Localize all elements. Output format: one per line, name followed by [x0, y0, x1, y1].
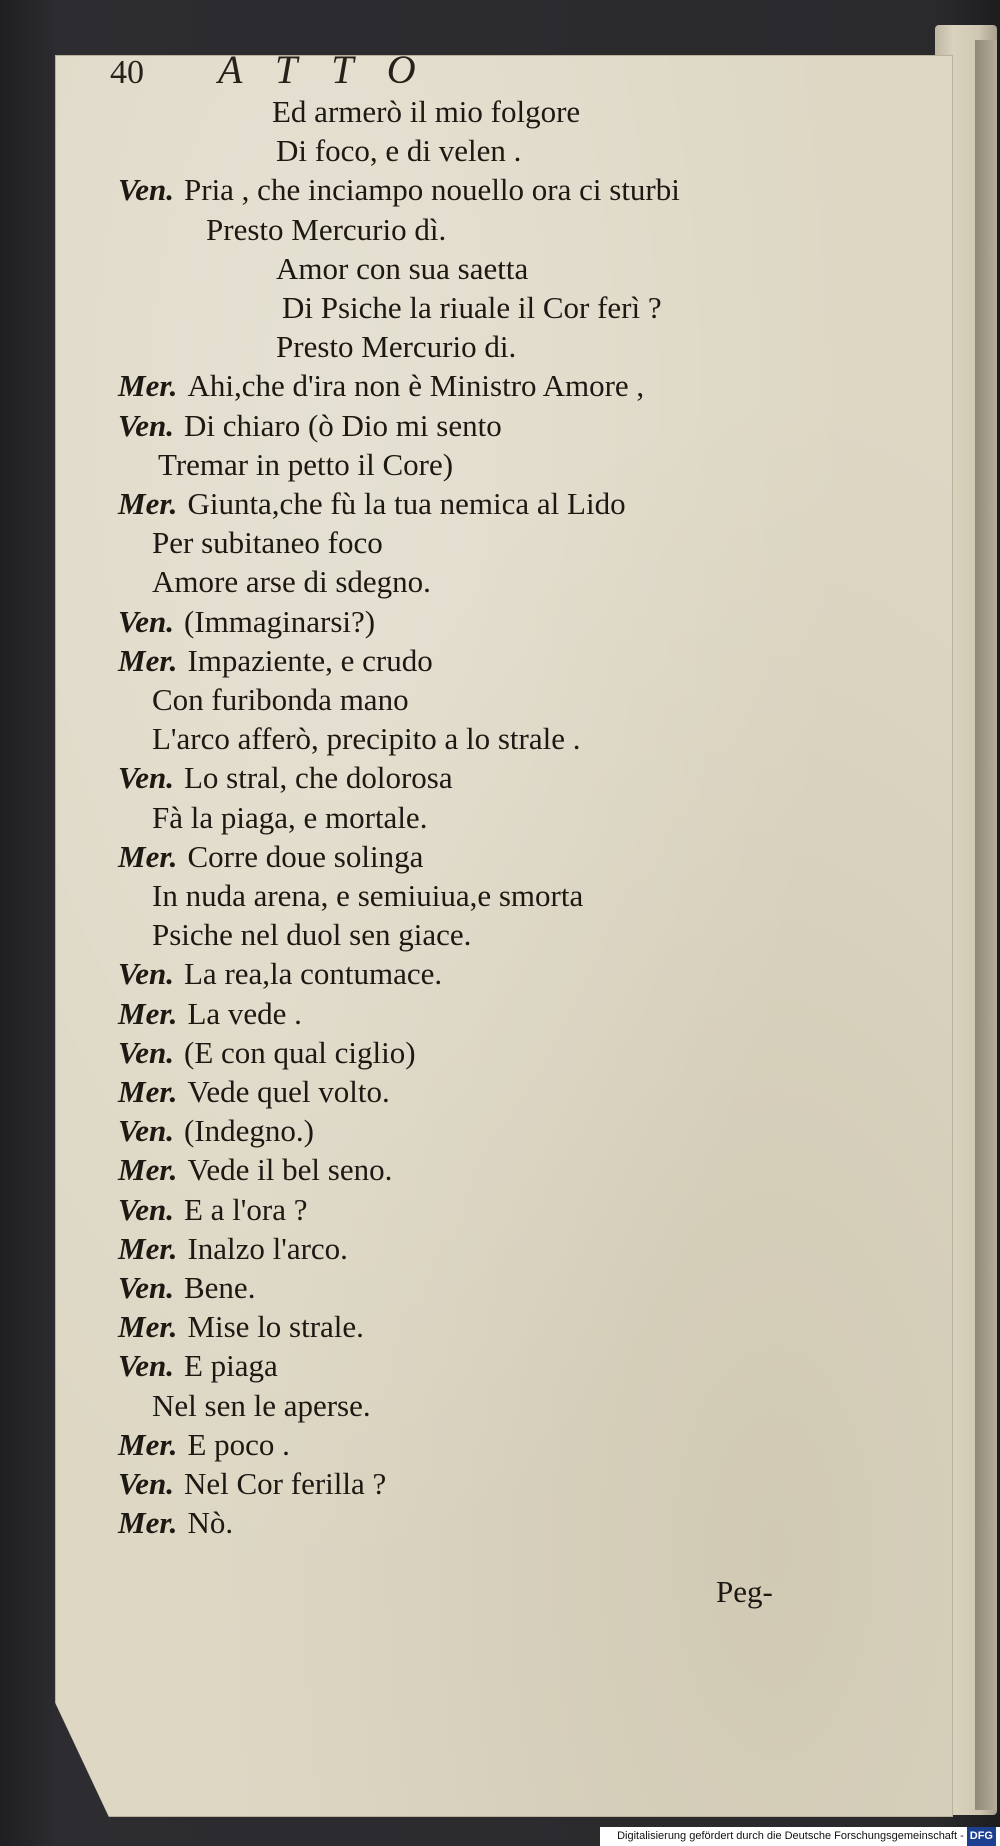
verse-text: Di chiaro (ò Dio mi sento [184, 408, 502, 443]
verse-line [118, 1268, 255, 1308]
speaker-label: Ven. [118, 760, 174, 795]
verse-line [118, 758, 453, 798]
verse-text: Nel Cor ferilla ? [184, 1466, 387, 1501]
verse-line [118, 1307, 364, 1347]
verse-text: Pria , che inciampo nouello ora ci sturbi [184, 172, 680, 207]
verse-text: Nò. [187, 1505, 234, 1540]
verse-line [282, 288, 662, 328]
speaker-label: Mer. [118, 1231, 178, 1266]
speaker-label: Ven. [118, 1192, 174, 1227]
digitization-footer [600, 1827, 1000, 1846]
speaker-label: Mer. [118, 1074, 178, 1109]
speaker-label: Ven. [118, 956, 174, 991]
footer-credit: Digitalisierung gefördert durch die Deutsche Forschungsgemeinschaft - [617, 1830, 964, 1842]
verse-line [152, 562, 431, 602]
verse-text: E poco . [187, 1427, 290, 1462]
speaker-label: Ven. [118, 1035, 174, 1070]
verse-text: Nel sen le aperse. [152, 1388, 371, 1423]
catchword: Peg- [716, 1574, 773, 1609]
verse-line [118, 1072, 390, 1112]
verse-line [276, 327, 516, 367]
speaker-label: Ven. [118, 172, 174, 207]
verse-line [118, 1229, 348, 1269]
speaker-label: Ven. [118, 1348, 174, 1383]
speaker-label: Ven. [118, 1466, 174, 1501]
speaker-label: Mer. [118, 368, 178, 403]
verse-line [118, 1503, 233, 1543]
speaker-label: Mer. [118, 839, 178, 874]
verse-line [118, 1190, 308, 1230]
speaker-label: Mer. [118, 996, 178, 1031]
speaker-label: Ven. [118, 1113, 174, 1148]
verse-text: (Immaginarsi?) [184, 604, 376, 639]
verse-line [152, 719, 580, 759]
page-number: 40 [110, 54, 144, 90]
verse-line [118, 602, 375, 642]
verse-line [272, 92, 580, 132]
verse-line [118, 1464, 386, 1504]
verse-text: (Indegno.) [184, 1113, 314, 1148]
speaker-label: Ven. [118, 408, 174, 443]
verse-line [152, 1386, 371, 1426]
verse-line [158, 445, 453, 485]
verse-text: Tremar in petto il Core) [158, 447, 454, 482]
verse-line [276, 131, 521, 171]
verse-line [118, 954, 442, 994]
speaker-label: Mer. [118, 1309, 178, 1344]
verse-line [206, 210, 446, 250]
verse-text: Corre doue solinga [187, 839, 424, 874]
verse-text: La vede . [187, 996, 302, 1031]
verse-text: Di foco, e di velen . [276, 133, 522, 168]
speaker-label: Mer. [118, 1427, 178, 1462]
verse-text: L'arco afferò, precipito a lo strale . [152, 721, 581, 756]
verse-line [118, 484, 626, 524]
verse-line [152, 798, 427, 838]
verse-text: Con furibonda mano [152, 682, 409, 717]
speaker-label: Ven. [118, 604, 174, 639]
speaker-label: Mer. [118, 486, 178, 521]
verse-text: Amore arse di sdegno. [152, 564, 431, 599]
verse-text: Presto Mercurio dì. [206, 212, 447, 247]
verse-text: Vede il bel seno. [187, 1152, 393, 1187]
verse-text: Per subitaneo foco [152, 525, 383, 560]
speaker-label: Mer. [118, 1152, 178, 1187]
verse-text: Psiche nel duol sen giace. [152, 917, 472, 952]
verse-line [118, 641, 433, 681]
verse-text: Amor con sua saetta [276, 251, 529, 286]
verse-text: Di Psiche la riuale il Cor ferì ? [282, 290, 662, 325]
speaker-label: Ven. [118, 1270, 174, 1305]
verse-text: Giunta,che fù la tua nemica al Lido [187, 486, 626, 521]
verse-text: Ed armerò il mio folgore [272, 94, 581, 129]
verse-line [118, 1111, 314, 1151]
verse-line [118, 1033, 416, 1073]
verse-line [118, 406, 502, 446]
verse-text: Impaziente, e crudo [187, 643, 433, 678]
verse-line [118, 170, 680, 210]
verse-text: E piaga [184, 1348, 278, 1383]
running-title: ATTO [218, 50, 450, 90]
verse-line [118, 1150, 392, 1190]
verse-text: In nuda arena, e semiuiua,e smorta [152, 878, 584, 913]
verse-text: Fà la piaga, e mortale. [152, 800, 428, 835]
verse-text: Vede quel volto. [187, 1074, 390, 1109]
dfg-logo: DFG [967, 1827, 996, 1846]
verse-text: Presto Mercurio di. [276, 329, 517, 364]
verse-text: La rea,la contumace. [184, 956, 443, 991]
verse-line [152, 680, 409, 720]
verse-line [276, 249, 528, 289]
verse-line [118, 366, 644, 406]
verse-text: Lo stral, che dolorosa [184, 760, 453, 795]
speaker-label: Mer. [118, 1505, 178, 1540]
verse-text: Mise lo strale. [187, 1309, 364, 1344]
verse-text: Bene. [184, 1270, 256, 1305]
verse-line [118, 837, 423, 877]
verse-text: E a l'ora ? [184, 1192, 308, 1227]
verse-line [152, 523, 383, 563]
verse-text: (E con qual ciglio) [184, 1035, 416, 1070]
verse-line [118, 994, 302, 1034]
verse-text: Inalzo l'arco. [187, 1231, 348, 1266]
verse-line [152, 915, 471, 955]
verse-line [118, 1346, 278, 1386]
verse-text: Ahi,che d'ira non è Ministro Amore , [187, 368, 645, 403]
verse-line [152, 876, 583, 916]
verse-line [118, 1425, 290, 1465]
speaker-label: Mer. [118, 643, 178, 678]
